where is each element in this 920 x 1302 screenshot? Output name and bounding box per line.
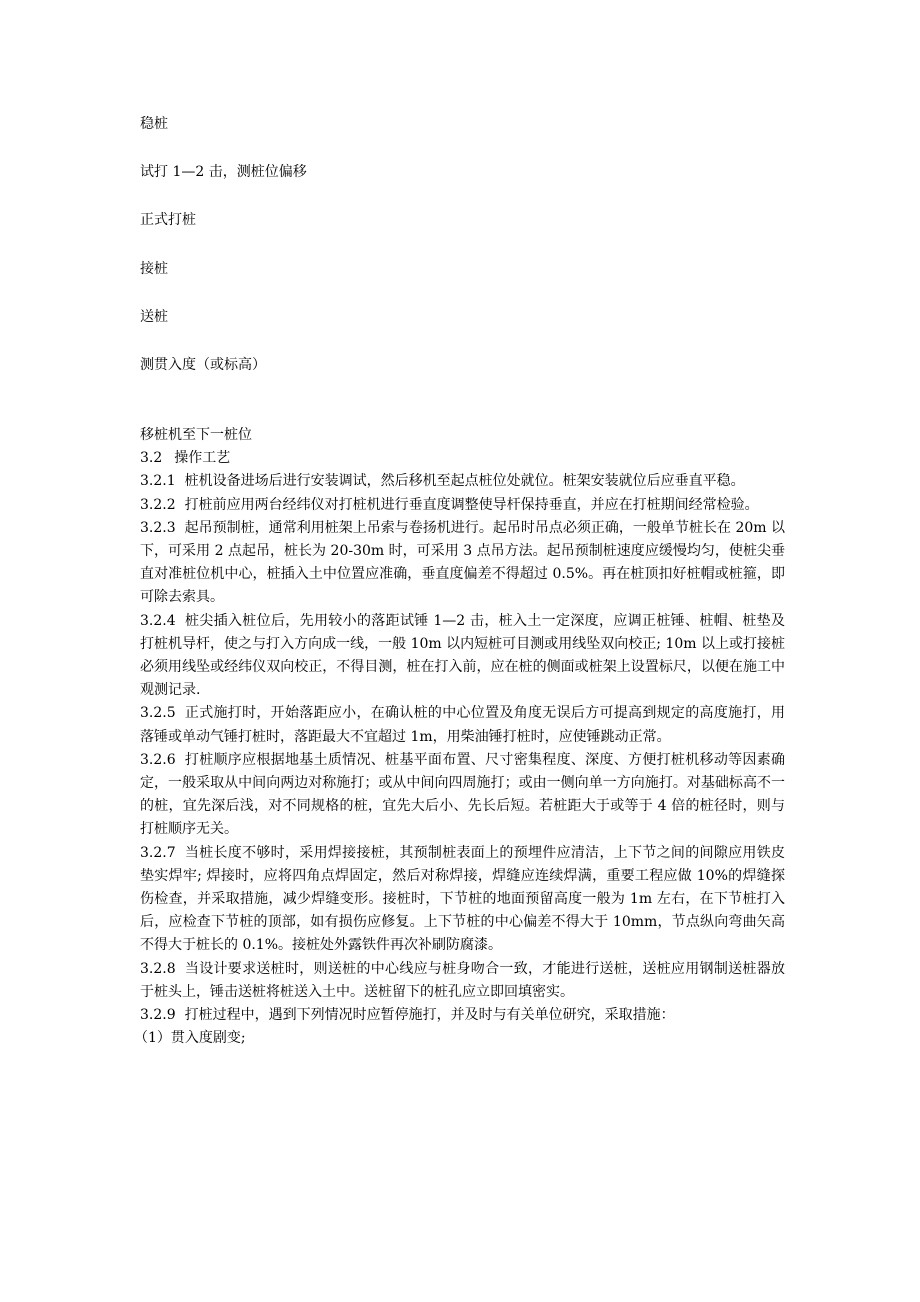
flow-step-measure-penetration: 测贯入度（或标高） xyxy=(140,357,266,373)
clause-3-2-2 xyxy=(140,494,785,517)
clause-number: 3.2.8 xyxy=(140,960,176,977)
clause-number: 3.2.6 xyxy=(140,751,176,768)
clause-number: 3.2.1 xyxy=(140,473,176,490)
clause-3-2-1 xyxy=(140,470,785,493)
clause-text: 起吊预制桩，通常利用桩架上吊索与卷扬机进行。起吊时吊点必须正确，一般单节桩长在 20m 以下，可采用 2 点起吊，桩长为 20-30m 时，可采用 3 点吊方法。起吊预制桩速度应缓慢均匀，使桩尖垂直对准桩位机中心，桩插入土中位置应准确，垂直度偏差不得超过 0.5%。再在桩顶扣好桩帽或桩箍，即可除去索具。 xyxy=(140,519,785,606)
clause-text: 桩尖插入桩位后，先用较小的落距试锤 1—2 击，桩入土一定深度，应调正桩锤、桩帽、桩垫及打桩机导杆，使之与打入方向成一线，一般 10m 以内短桩可目测或用线坠双向校正; 10m 以上或打接桩必须用线坠或经纬仪双向校正，不得目测，桩在打入前，应在桩的侧面或桩架上设置标尺，以便在施工中观测记录. xyxy=(140,612,785,699)
clause-text: 打桩顺序应根据地基土质情况、桩基平面布置、尺寸密集程度、深度、方便打桩机移动等因素确定，一般采取从中间向两边对称施打；或从中间向四周施打；或由一侧向单一方向施打。对基础标高不一的桩，宜先深后浅，对不同规格的桩，宜先大后小、先长后短。若桩距大于或等于 4 倍的桩径时，则与打桩顺序无关。 xyxy=(140,751,785,838)
clause-text: 打桩前应用两台经纬仪对打桩机进行垂直度调整使导杆保持垂直，并应在打桩期间经常检验。 xyxy=(184,496,759,513)
clause-3-2-9 xyxy=(140,1004,785,1027)
document-body xyxy=(134,424,785,1050)
flow-step-splice-pile: 接桩 xyxy=(140,261,168,277)
clause-number: 3.2.7 xyxy=(140,844,176,861)
section-heading xyxy=(140,447,785,470)
flow-step-trial-strike: 试打 1—2 击，测桩位偏移 xyxy=(140,164,307,180)
flow-step-stabilize-pile: 稳桩 xyxy=(140,116,168,132)
clause-number: 3.2.9 xyxy=(140,1007,176,1024)
clause-number: 3.2.3 xyxy=(140,519,176,536)
clause-3-2-5 xyxy=(140,702,785,748)
clause-3-2-3 xyxy=(140,517,785,610)
clause-3-2-8 xyxy=(140,958,785,1004)
clause-3-2-4 xyxy=(140,610,785,703)
clause-3-2-6 xyxy=(140,749,785,842)
flow-step-follow-pile: 送桩 xyxy=(140,309,168,325)
clause-number: 3.2.4 xyxy=(140,612,176,629)
flow-step-formal-driving: 正式打桩 xyxy=(140,212,196,228)
clause-3-2-7 xyxy=(140,842,785,958)
flow-step-move-to-next: 移桩机至下一桩位 xyxy=(140,427,252,443)
list-item: （1）贯入度剧变; xyxy=(134,1030,246,1047)
clause-number: 3.2.5 xyxy=(140,705,176,722)
clause-text: 正式施打时，开始落距应小，在确认桩的中心位置及角度无误后方可提高到规定的高度施打，用落锤或单动气锤打桩时，落距最大不宜超过 1m，用柴油锤打桩时，应使锤跳动正常。 xyxy=(140,705,785,745)
clause-text: 当桩长度不够时，采用焊接接桩，其预制桩表面上的预埋件应清洁，上下节之间的间隙应用铁皮垫实焊牢; 焊接时，应将四角点焊固定，然后对称焊接，焊缝应连续焊满，重要工程应做 10%的焊缝探伤检查，并采取措施，减少焊缝变形。接桩时，下节桩的地面预留高度一般为 1m 左右，在下节桩打入后，应检查下节桩的顶部，如有损伤应修复。上下节桩的中心偏差不得大于 10mm，节点纵向弯曲矢高不得大于桩长的 0.1%。接桩处外露铁件再次补刷防腐漆。 xyxy=(140,844,785,954)
section-number: 3.2 xyxy=(140,450,163,467)
section-title: 操作工艺 xyxy=(174,450,231,467)
clause-number: 3.2.2 xyxy=(140,496,176,513)
clause-text: 当设计要求送桩时，则送桩的中心线应与桩身吻合一致，才能进行送桩，送桩应用钢制送桩器放于桩头上，锤击送桩将桩送入土中。送桩留下的桩孔应立即回填密实。 xyxy=(140,960,785,1000)
clause-text: 桩机设备进场后进行安装调试，然后移机至起点桩位处就位。桩架安装就位后应垂直平稳。 xyxy=(184,473,745,490)
clause-text: 打桩过程中，遇到下列情况时应暂停施打，并及时与有关单位研究，采取措施： xyxy=(184,1007,675,1024)
